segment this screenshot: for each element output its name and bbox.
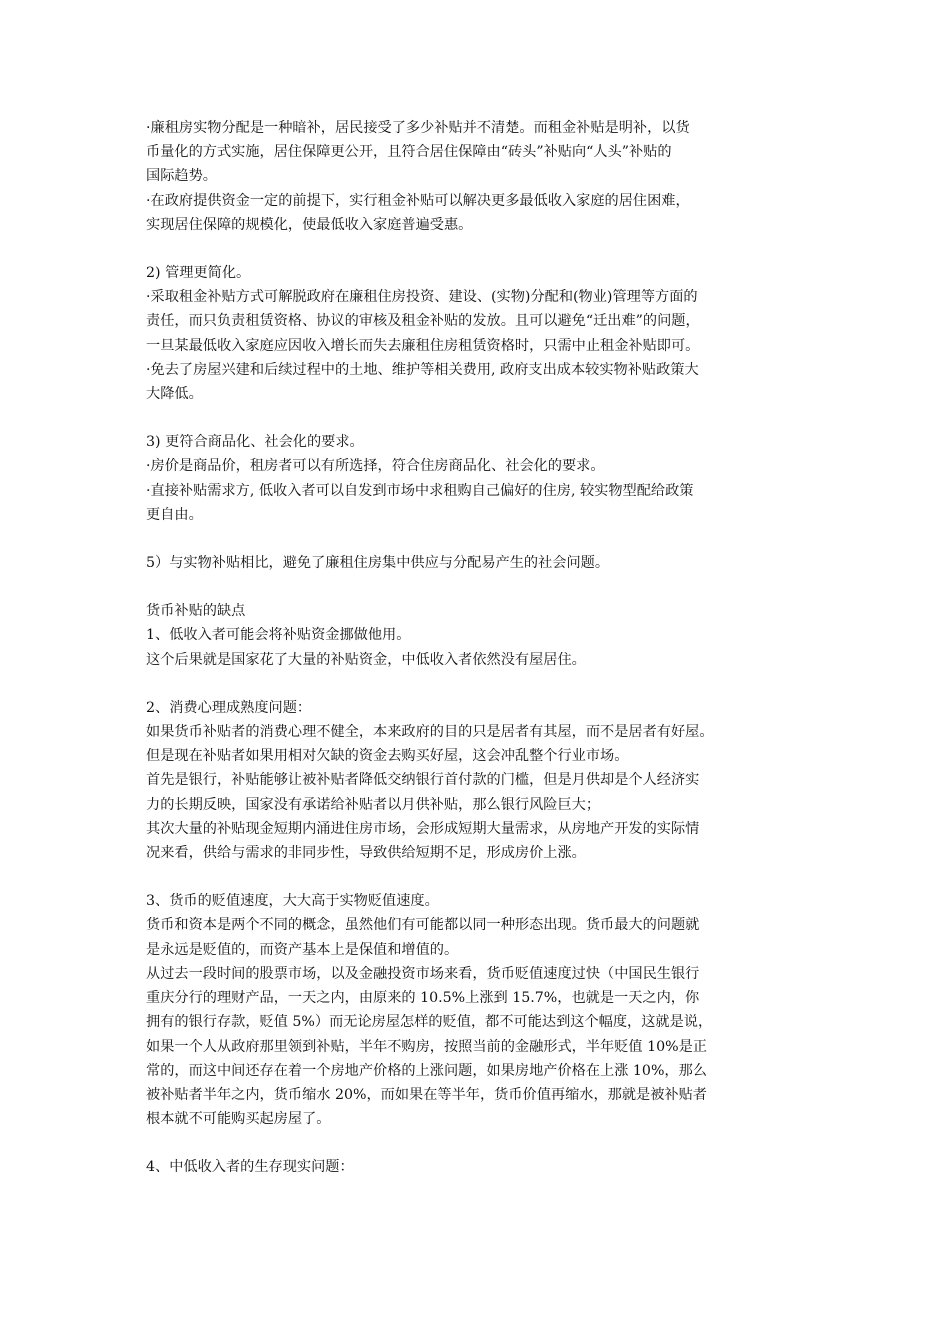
text-line: 从过去一段时间的股票市场，以及金融投资市场来看，货币贬值速度过快（中国民生银行 xyxy=(146,965,700,982)
text-line: 是永远是贬值的，而资产基本上是保值和增值的。 xyxy=(146,941,459,958)
text-line: 责任，而只负责租赁资格、协议的审核及租金补贴的发放。且可以避免“迁出难”的问题， xyxy=(146,313,700,330)
text-line: 更自由。 xyxy=(146,506,203,523)
text-line: 如果一个人从政府那里领到补贴，半年不购房，按照当前的金融形式，半年贬值 10%是正 xyxy=(146,1038,707,1055)
section-heading: 2、消费心理成熟度问题： xyxy=(146,699,312,716)
text-line: 拥有的银行存款，贬值 5%）而无论房屋怎样的贬值，都不可能达到这个幅度，这就是说， xyxy=(146,1014,713,1031)
text-line: 重庆分行的理财产品，一天之内，由原来的 10.5%上涨到 15.7%，也就是一天之内，你 xyxy=(146,990,700,1007)
text-line: ·廉租房实物分配是一种暗补，居民接受了多少补贴并不清楚。而租金补贴是明补，以货 xyxy=(146,120,690,136)
section-heading: 1、低收入者可能会将补贴资金挪做他用。 xyxy=(146,627,411,644)
paragraph-gap xyxy=(146,237,806,261)
text-line: 根本就不可能购买起房屋了。 xyxy=(146,1111,331,1128)
text-line: ·直接补贴需求方, 低收入者可以自发到市场中求租购自己偏好的住房, 较实物型配给政策 xyxy=(146,482,694,499)
text-line: 实现居住保障的规模化，使最低收入家庭普遍受惠。 xyxy=(146,216,473,233)
text-line: ·免去了房屋兴建和后续过程中的土地、维护等相关费用, 政府支出成本较实物补贴政策大 xyxy=(146,361,699,378)
text-line: ·房价是商品价，租房者可以有所选择，符合住房商品化、社会化的要求。 xyxy=(146,458,605,475)
text-line: 常的，而这中间还存在着一个房地产价格的上涨问题，如果房地产价格在上涨 10%，那么 xyxy=(146,1062,707,1079)
text-line: 币量化的方式实施，居住保障更公开，且符合居住保障由“砖头”补贴向“人头”补贴的 xyxy=(146,144,672,161)
section-heading: 货币补贴的缺点 xyxy=(146,603,246,620)
text-line: ·采取租金补贴方式可解脱政府在廉租住房投资、建设、(实物)分配和(物业)管理等方面的 xyxy=(146,289,698,306)
paragraph-gap xyxy=(146,406,806,430)
text-line: 其次大量的补贴现金短期内涌进住房市场，会形成短期大量需求，从房地产开发的实际情 xyxy=(146,820,700,837)
section-heading: 3、货币的贬值速度，大大高于实物贬值速度。 xyxy=(146,893,439,910)
text-line: 货币和资本是两个不同的概念，虽然他们有可能都以同一种形态出现。货币最大的问题就 xyxy=(146,917,700,934)
document-page xyxy=(146,116,806,1180)
text-line: ·在政府提供资金一定的前提下，实行租金补贴可以解决更多最低收入家庭的居住困难， xyxy=(146,192,690,209)
section-heading: 3) 更符合商品化、社会化的要求。 xyxy=(146,434,364,451)
section-heading: 5）与实物补贴相比，避免了廉租住房集中供应与分配易产生的社会问题。 xyxy=(146,555,610,572)
text-line: 被补贴者半年之内，货币缩水 20%，而如果在等半年，货币价值再缩水，那就是被补贴者 xyxy=(146,1086,707,1103)
section-heading: 4、中低收入者的生存现实问题： xyxy=(146,1159,354,1176)
paragraph-gap xyxy=(146,865,806,889)
text-line: 力的长期反映，国家没有承诺给补贴者以月供补贴，那么银行风险巨大； xyxy=(146,796,601,813)
paragraph-gap xyxy=(146,575,806,599)
section-heading: 2) 管理更简化。 xyxy=(146,265,251,282)
text-line: 但是现在补贴者如果用相对欠缺的资金去购买好屋，这会冲乱整个行业市场。 xyxy=(146,748,629,765)
paragraph-gap xyxy=(146,672,806,696)
text-line: 况来看，供给与需求的非同步性，导致供给短期不足，形成房价上涨。 xyxy=(146,845,586,862)
text-line: 首先是银行，补贴能够让被补贴者降低交纳银行首付款的门槛，但是月供却是个人经济实 xyxy=(146,772,700,789)
paragraph-gap xyxy=(146,1131,806,1155)
text-line: 这个后果就是国家花了大量的补贴资金，中低收入者依然没有屋居住。 xyxy=(146,651,586,668)
paragraph-gap xyxy=(146,527,806,551)
text-line: 一旦某最低收入家庭应因收入增长而失去廉租住房租赁资格时，只需中止租金补贴即可。 xyxy=(146,337,700,354)
text-line: 大降低。 xyxy=(146,386,203,403)
text-line: 如果货币补贴者的消费心理不健全，本来政府的目的只是居者有其屋，而不是居者有好屋。 xyxy=(146,724,714,741)
text-line: 国际趋势。 xyxy=(146,168,217,185)
